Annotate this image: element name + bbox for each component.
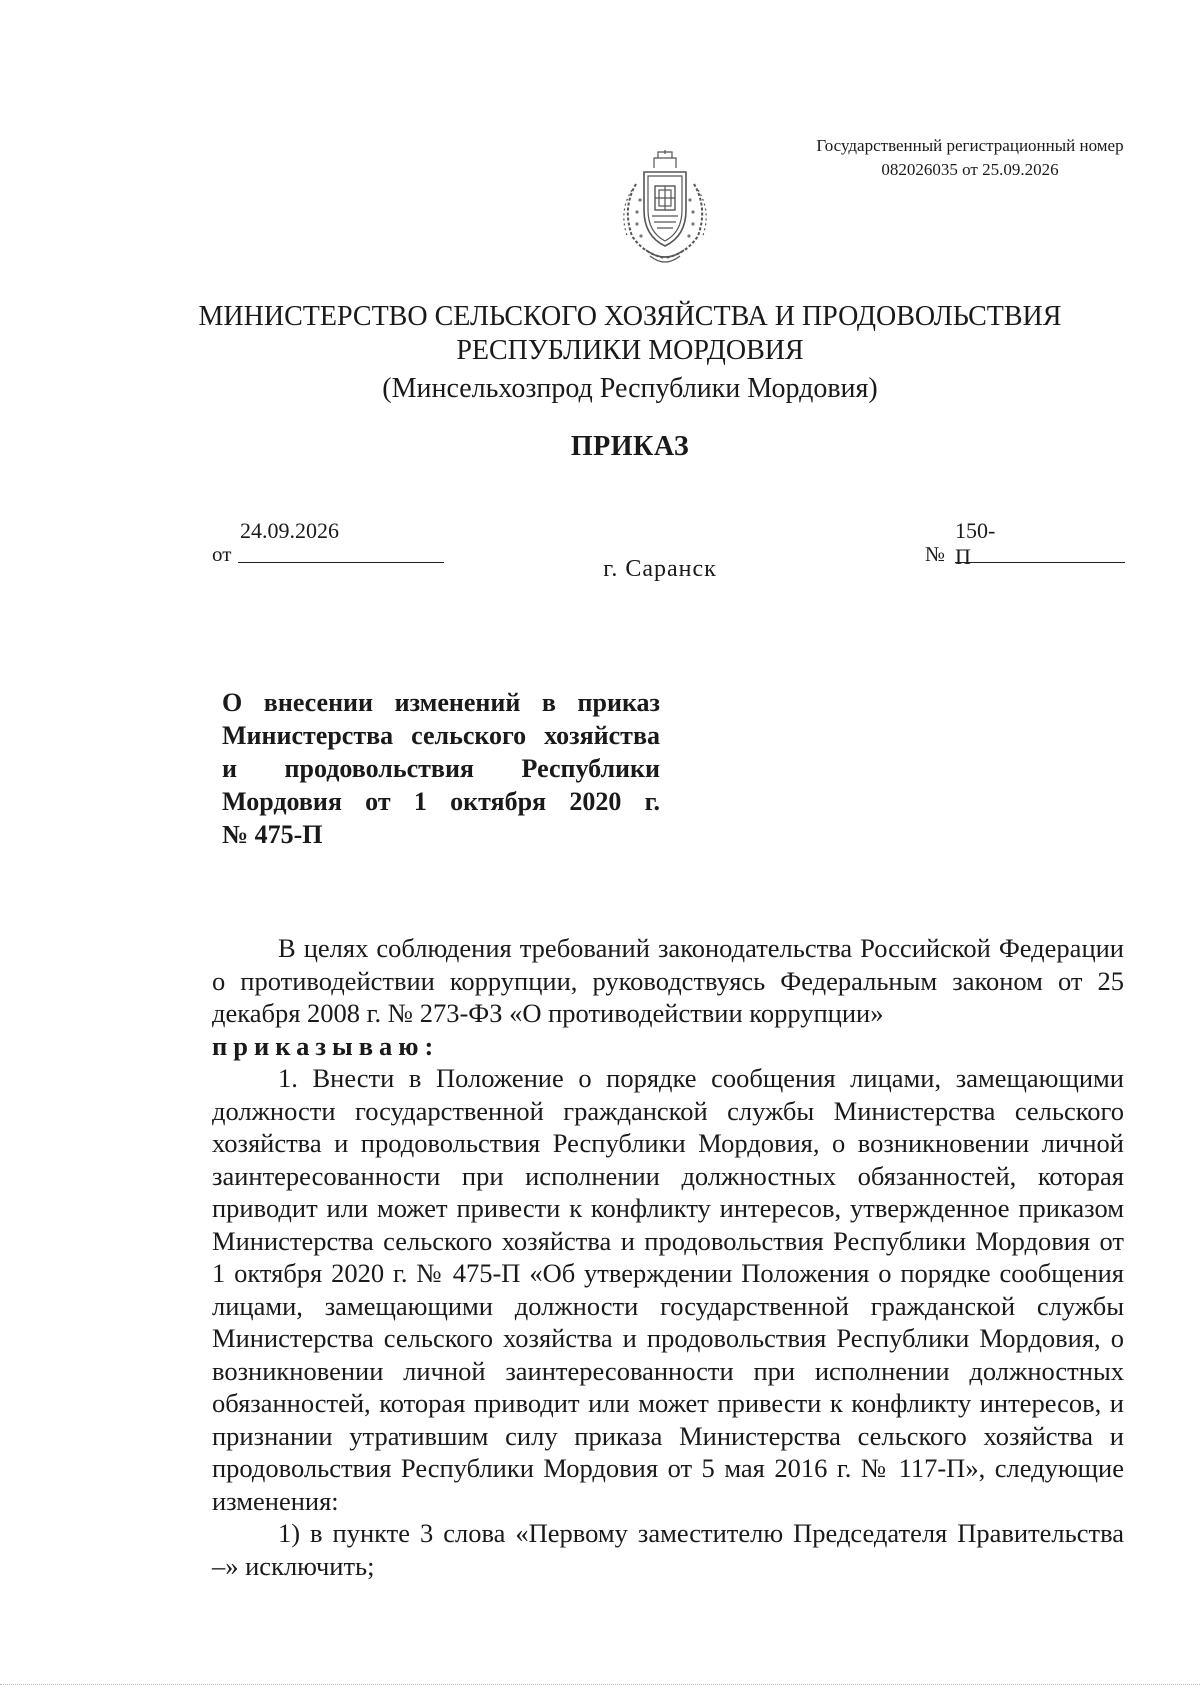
ministry-name-line2: РЕСПУБЛИКИ МОРДОВИЯ xyxy=(456,335,804,366)
scan-edge-divider xyxy=(0,1684,1200,1685)
coat-of-arms-graphic xyxy=(610,150,720,268)
document-city: г. Саранск xyxy=(603,556,717,582)
number-value: 150-П xyxy=(955,518,996,569)
document-body xyxy=(212,932,1124,1582)
registration-label: Государственный регистрационный номер xyxy=(816,136,1124,155)
date-prefix: от xyxy=(212,542,232,566)
number-prefix: № xyxy=(925,542,946,566)
coat-of-arms-icon xyxy=(610,150,720,268)
subject-line: и продовольствия Республики xyxy=(222,754,660,783)
ministry-name-line1: МИНИСТЕРСТВО СЕЛЬСКОГО ХОЗЯЙСТВА И ПРОДОВОЛЬСТВИЯ xyxy=(198,301,1062,332)
subject-line: Мордовия от 1 октября 2020 г. xyxy=(222,787,660,816)
registration-number xyxy=(780,134,1160,182)
document-subject xyxy=(222,686,660,851)
preamble-paragraph: В целях соблюдения требований законодательства Российской Федерации о противодействии коррупции, руководствуясь Федеральным законом от 25 декабря 2008 г. № 273-ФЗ «О противодействии коррупции» xyxy=(212,933,1124,1028)
item-1-paragraph: 1. Внести в Положение о порядке сообщения лицами, замещающими должности государственной гражданской службы Министерства сельского хозяйства и продовольствия Республики Мордовия, о возникновении личной заинтересованности при исполнении должностных обязанностей, которая приводит или может привести к конфликту интересов, утвержденное приказом Министерства сельского хозяйства и продовольствия Республики Мордовия от 1 октября 2020 г. № 475-П «Об утверждении Положения о порядке сообщения лицами, замещающими должности государственной гражданской службы Министерства сельского хозяйства и продовольствия Республики Мордовия, о возникновении личной заинтересованности при исполнении должностных обязанностей, которая приводит или может привести к конфликту интересов, и признании утратившим силу приказа Министерства сельского хозяйства и продовольствия Республики Мордовия от 5 мая 2016 г. № 117-П», следующие изменения: xyxy=(212,1063,1124,1516)
subject-line: № 475-П xyxy=(222,820,323,849)
number-underline xyxy=(955,562,1125,563)
subitem-1-paragraph: 1) в пункте 3 слова «Первому заместителю Председателя Правительства –» исключить; xyxy=(212,1518,1124,1581)
subject-line: О внесении изменений в приказ xyxy=(222,688,660,717)
decree-word-text: приказываю: xyxy=(212,1030,440,1061)
date-value: 24.09.2026 xyxy=(240,518,339,543)
date-underline xyxy=(238,562,444,563)
registration-value: 082026035 от 25.09.2026 xyxy=(881,160,1059,179)
subject-line: Министерства сельского хозяйства xyxy=(222,721,660,750)
document-type-heading: ПРИКАЗ xyxy=(570,431,690,462)
decree-word xyxy=(212,1030,1124,1063)
ministry-short-name: (Минсельхозпрод Республики Мордовия) xyxy=(382,373,878,404)
